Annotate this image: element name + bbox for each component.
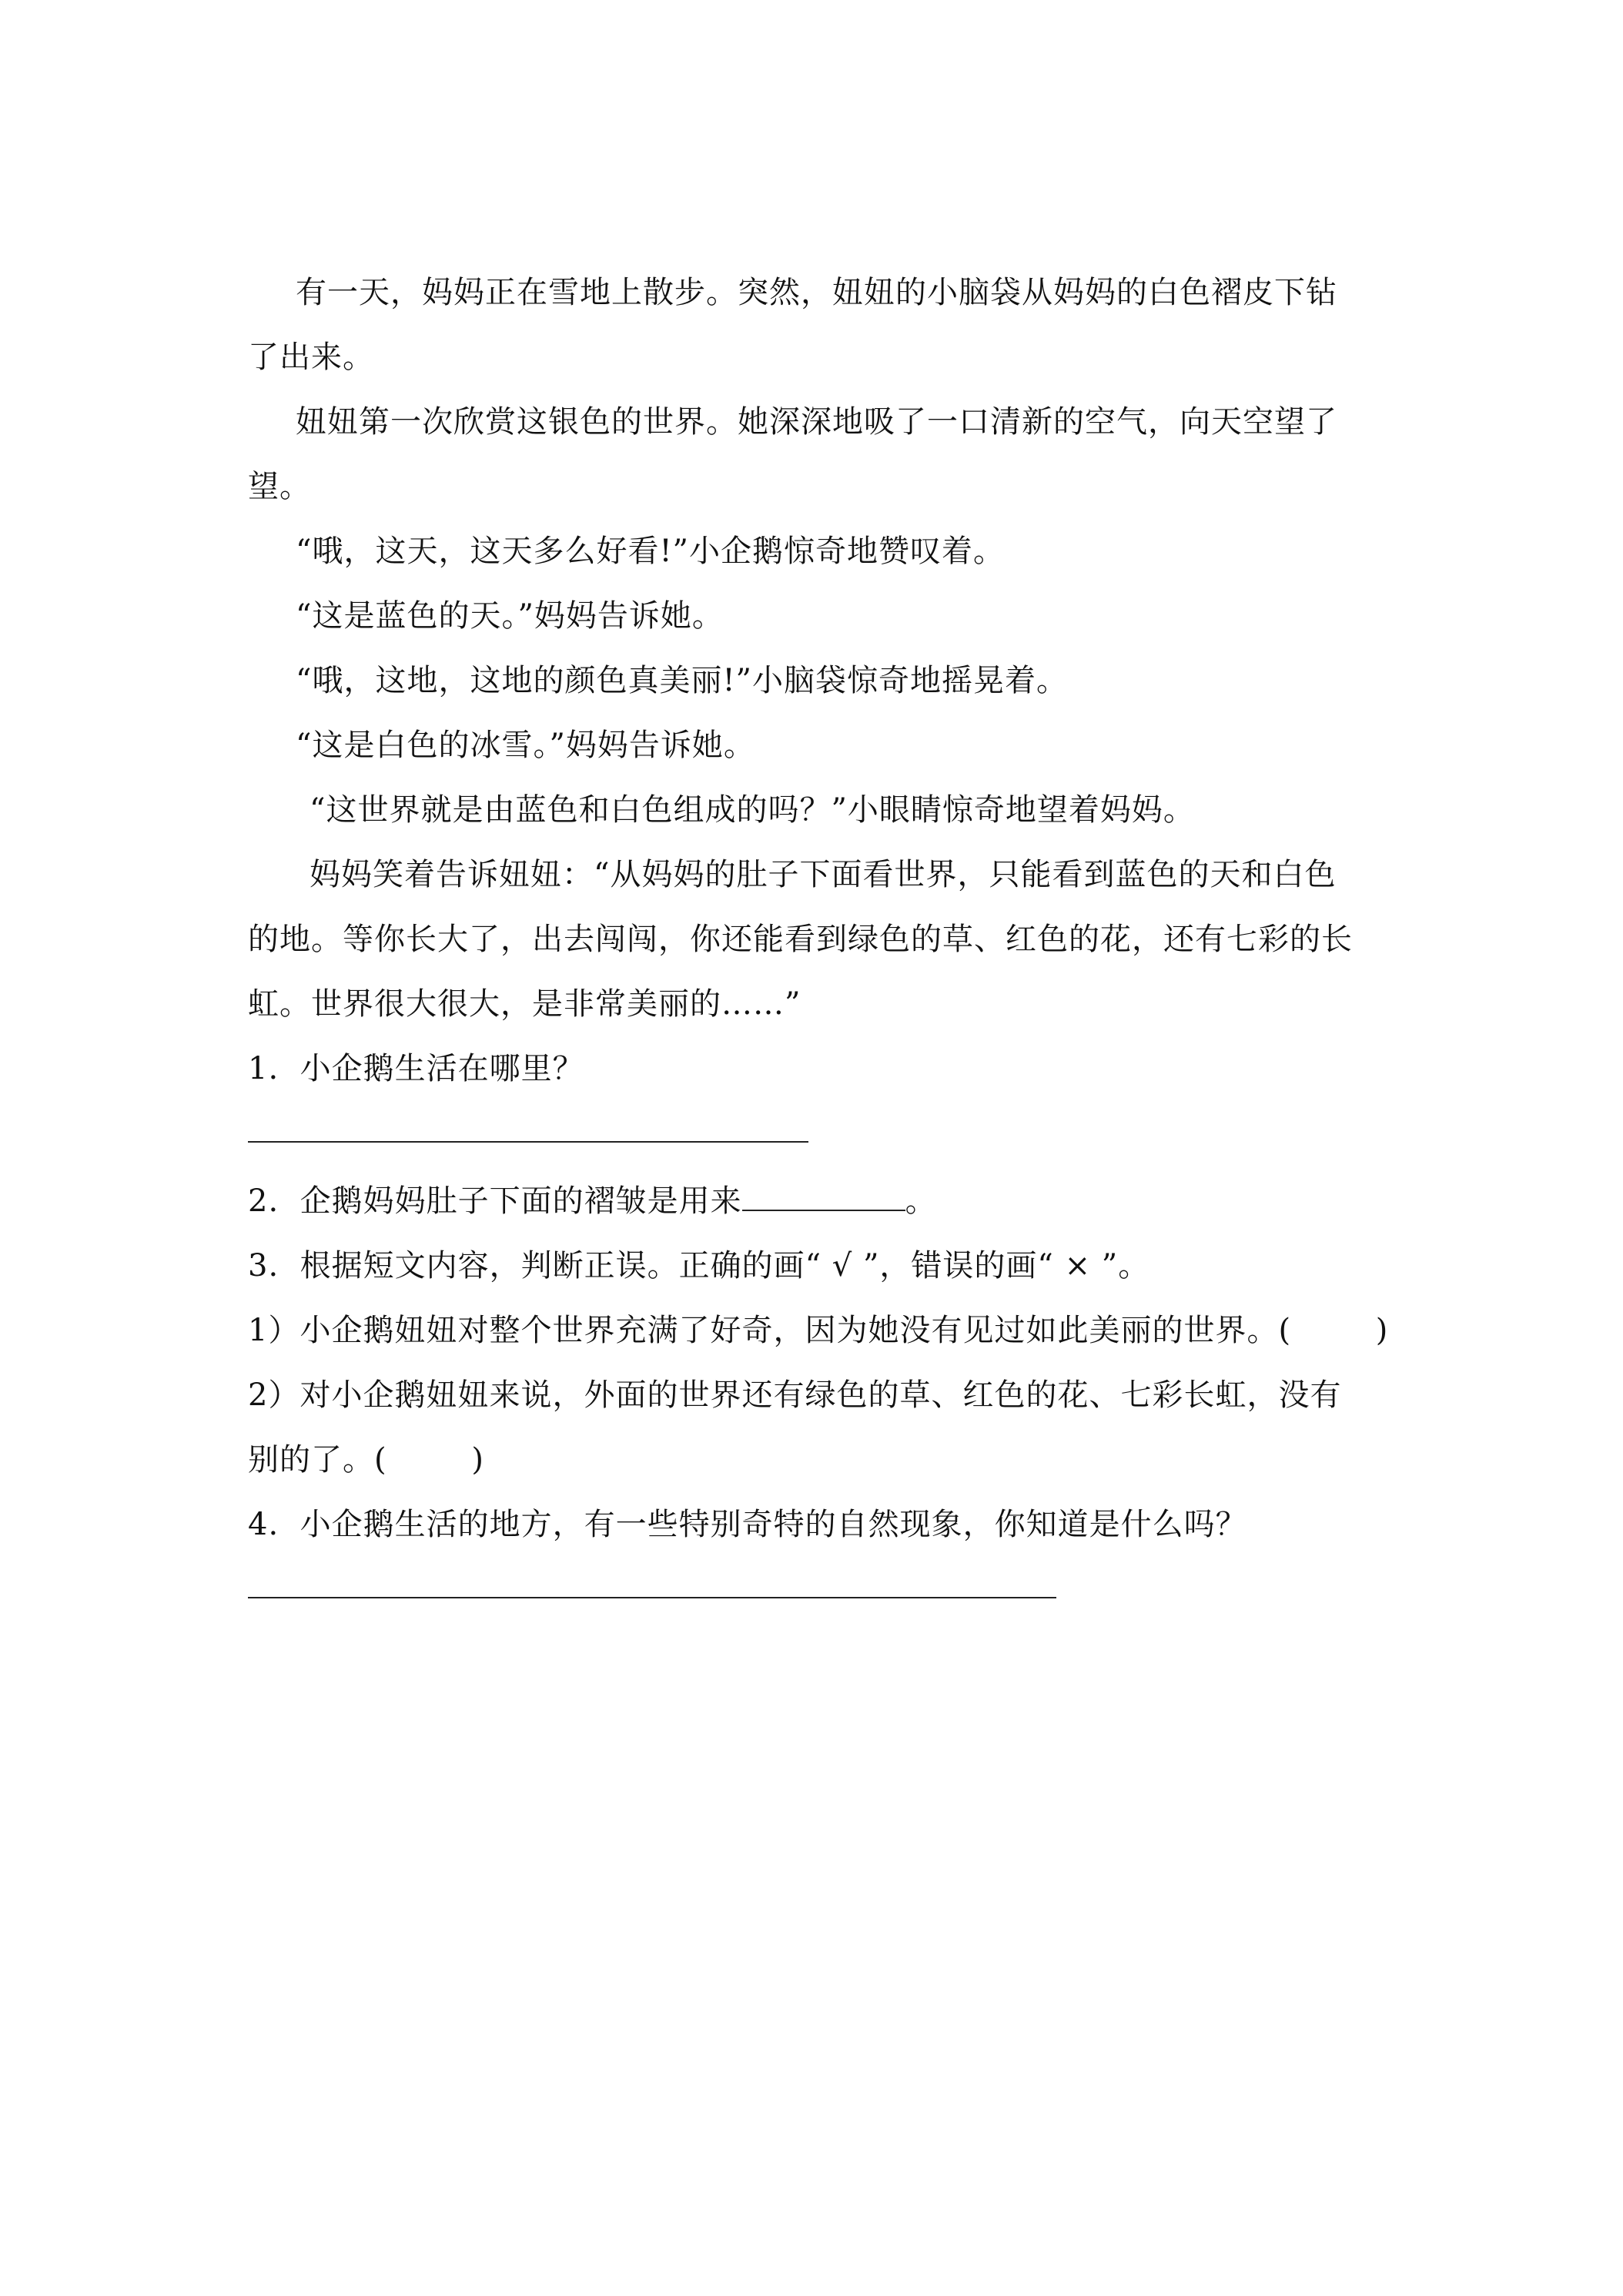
paragraph-3-line-2: 的地。等你长大了，出去闯闯，你还能看到绿色的草、红色的花，还有七彩的长 — [248, 922, 1353, 957]
reading-passage — [248, 260, 1392, 1598]
question-1: 1. 小企鹅生活在哪里？ — [248, 1051, 584, 1086]
dialogue-line-5: “这世界就是由蓝色和白色组成的吗？”小眼睛惊奇地望着妈妈。 — [310, 792, 1195, 828]
answer-line-q4[interactable] — [248, 1597, 1056, 1598]
dialogue-line-1: “哦，这天，这天多么好看!”小企鹅惊奇地赞叹着。 — [296, 534, 1005, 569]
dialogue-line-4: “这是白色的冰雪。”妈妈告诉她。 — [296, 728, 755, 763]
question-4: 4. 小企鹅生活的地方，有一些特别奇特的自然现象，你知道是什么吗？ — [248, 1507, 1247, 1542]
dialogue-line-3: “哦，这地，这地的颜色真美丽!”小脑袋惊奇地摇晃着。 — [296, 663, 1068, 698]
paragraph-3-line-3: 虹。世界很大很大，是非常美丽的……” — [248, 986, 801, 1022]
question-2-end: 。 — [905, 1183, 937, 1219]
paragraph-1-line-1: 有一天，妈妈正在雪地上散步。突然，妞妞的小脑袋从妈妈的白色褶皮下钻 — [296, 275, 1337, 310]
question-3-item-2-line-2: 别的了。( ) — [248, 1442, 484, 1478]
paragraph-1-line-2: 了出来。 — [248, 340, 374, 375]
question-2 — [248, 1169, 1392, 1233]
paragraph-2-line-1: 妞妞第一次欣赏这银色的世界。她深深地吸了一口清新的空气，向天空望了 — [296, 404, 1337, 440]
answer-blank-q2[interactable] — [742, 1183, 905, 1211]
dialogue-line-2: “这是蓝色的天。”妈妈告诉她。 — [296, 598, 724, 634]
paragraph-3-line-1: 妈妈笑着告诉妞妞：“从妈妈的肚子下面看世界，只能看到蓝色的天和白色 — [310, 857, 1337, 892]
question-3: 3. 根据短文内容，判断正误。正确的画“ √ ”，错误的画“ × ”。 — [248, 1248, 1150, 1284]
answer-line-q1[interactable] — [248, 1141, 808, 1143]
question-3-item-2-line-1: 2）对小企鹅妞妞来说，外面的世界还有绿色的草、红色的花、七彩长虹，没有 — [248, 1377, 1342, 1413]
paragraph-2-line-2: 望。 — [248, 469, 311, 504]
question-2-text: 2. 企鹅妈妈肚子下面的褶皱是用来 — [248, 1183, 742, 1219]
question-3-item-1: 1）小企鹅妞妞对整个世界充满了好奇，因为她没有见过如此美丽的世界。( ) — [248, 1313, 1389, 1348]
